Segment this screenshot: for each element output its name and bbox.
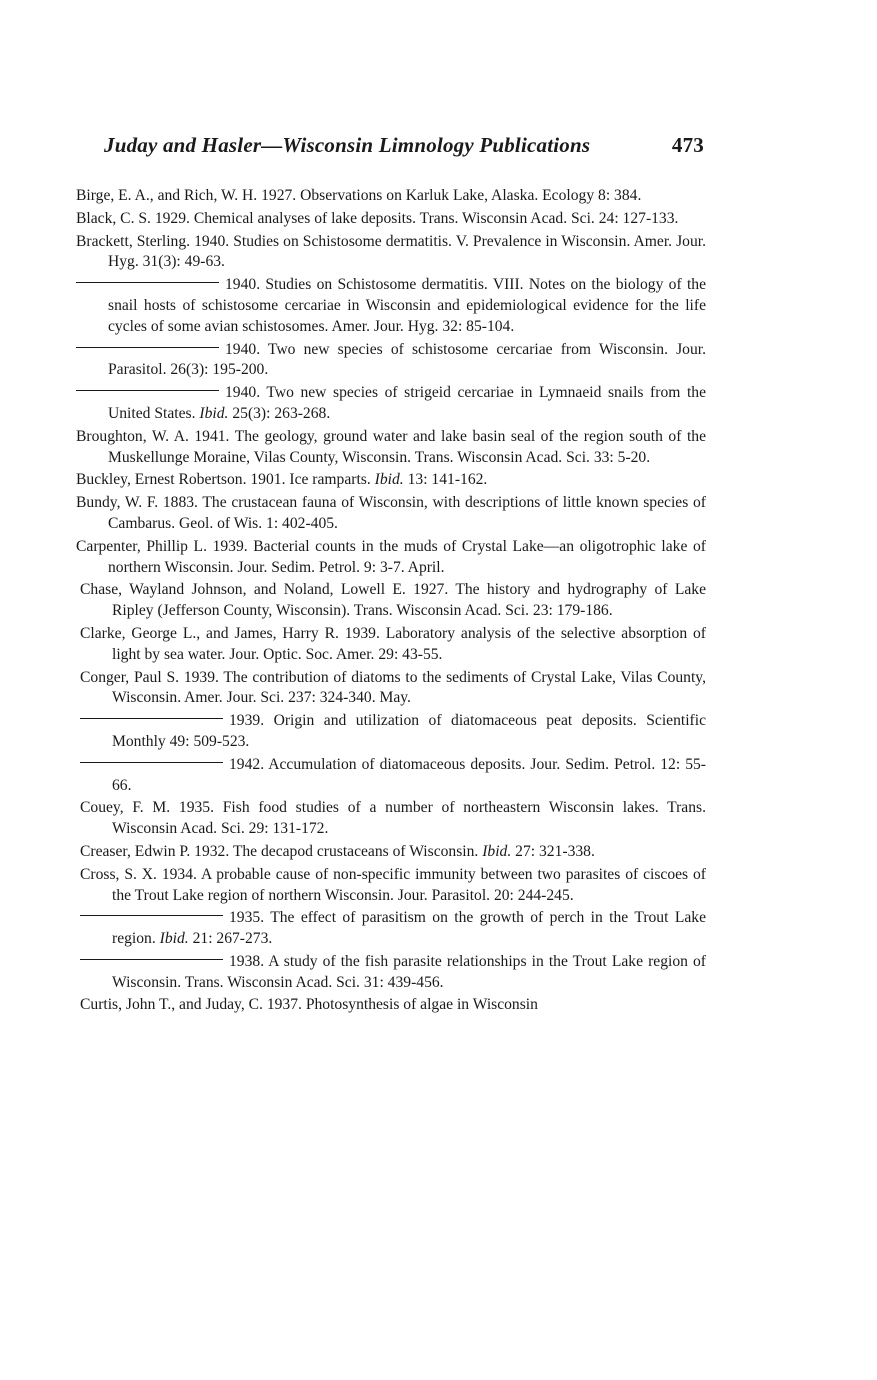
reference-entry bbox=[80, 755, 706, 797]
reference-entry bbox=[76, 493, 706, 535]
reference-entry bbox=[80, 798, 706, 840]
reference-entry bbox=[80, 842, 706, 863]
same-author-rule bbox=[80, 718, 223, 719]
same-author-rule bbox=[80, 915, 223, 916]
reference-ibid: Ibid. bbox=[482, 842, 512, 860]
reference-text: Creaser, Edwin P. 1932. The decapod crustaceans of Wisconsin. bbox=[80, 842, 479, 860]
reference-entry bbox=[80, 995, 706, 1016]
reference-text: Broughton, W. A. 1941. The geology, ground water and lake basin seal of the region south of the Muskellunge Moraine, Vilas County, Wisconsin. Trans. Wisconsin Acad. Sci. 33: 5-20. bbox=[76, 427, 706, 466]
reference-tail: 21: 267-273. bbox=[192, 930, 273, 948]
reference-text: 1940. Two new species of schistosome cercariae from Wisconsin. Jour. Parasitol. 26(3): 195-200. bbox=[108, 340, 706, 379]
reference-text: 1939. Origin and utilization of diatomaceous peat deposits. Scientific Monthly 49: 509-523. bbox=[112, 712, 706, 750]
reference-text: 1938. A study of the fish parasite relationships in the Trout Lake region of Wisconsin. Trans. Wisconsin Acad. Sci. 31: 439-456. bbox=[112, 952, 706, 991]
reference-text: Black, C. S. 1929. Chemical analyses of lake deposits. Trans. Wisconsin Acad. Sci. 24: 127-133. bbox=[76, 209, 679, 227]
reference-entry bbox=[80, 711, 706, 753]
reference-text: Curtis, John T., and Juday, C. 1937. Photosynthesis of algae in Wisconsin bbox=[80, 996, 538, 1014]
reference-text: Bundy, W. F. 1883. The crustacean fauna of Wisconsin, with descriptions of little known species of Cambarus. Geol. of Wis. 1: 402-405. bbox=[76, 494, 706, 532]
running-title: Juday and Hasler—Wisconsin Limnology Publications bbox=[104, 133, 591, 157]
reference-entry bbox=[80, 624, 706, 666]
reference-entry bbox=[76, 537, 706, 579]
reference-text: Carpenter, Phillip L. 1939. Bacterial counts in the muds of Crystal Lake—an oligotrophic lake of northern Wisconsin. Jour. Sedim. Petrol. 9: 3-7. April. bbox=[76, 537, 706, 576]
running-header bbox=[104, 133, 704, 158]
reference-entry bbox=[80, 668, 706, 710]
reference-entry bbox=[76, 209, 706, 230]
reference-tail: 25(3): 263-268. bbox=[232, 404, 331, 422]
reference-text: Brackett, Sterling. 1940. Studies on Schistosome dermatitis. V. Prevalence in Wisconsin. Amer. Jour. Hyg. 31(3): 49-63. bbox=[76, 232, 706, 271]
reference-text: Conger, Paul S. 1939. The contribution of diatoms to the sediments of Crystal Lake, Vilas County, Wisconsin. Amer. Jour. Sci. 237: 324-340. May. bbox=[80, 668, 706, 707]
reference-tail: 27: 321-338. bbox=[515, 842, 595, 860]
same-author-rule bbox=[76, 282, 219, 283]
reference-ibid: Ibid. bbox=[159, 930, 189, 948]
reference-text: 1935. The effect of parasitism on the growth of perch in the Trout Lake region. bbox=[112, 909, 706, 948]
reference-text: Couey, F. M. 1935. Fish food studies of a number of northeastern Wisconsin lakes. Trans. Wisconsin Acad. Sci. 29: 131-172. bbox=[80, 799, 706, 838]
reference-entry bbox=[80, 580, 706, 622]
reference-text: 1940. Studies on Schistosome dermatitis. VIII. Notes on the biology of the snail hosts of schistosome cercariae in Wisconsin and epidemiological evidence for the life cycles of some avian schistosomes. Amer. Jour. Hyg. 32: 85-104. bbox=[108, 276, 706, 335]
reference-entry bbox=[76, 383, 706, 425]
reference-entry bbox=[76, 186, 706, 207]
reference-list bbox=[76, 186, 706, 1018]
reference-ibid: Ibid. bbox=[199, 404, 229, 422]
reference-entry bbox=[80, 865, 706, 907]
reference-text: Clarke, George L., and James, Harry R. 1939. Laboratory analysis of the selective absorption of light by sea water. Jour. Optic. Soc. Amer. 29: 43-55. bbox=[80, 624, 706, 663]
reference-entry bbox=[80, 908, 706, 950]
reference-tail: 13: 141-162. bbox=[407, 471, 488, 489]
reference-text: Birge, E. A., and Rich, W. H. 1927. Observations on Karluk Lake, Alaska. Ecology 8: 384. bbox=[76, 187, 642, 204]
same-author-rule bbox=[76, 390, 219, 391]
reference-text: Chase, Wayland Johnson, and Noland, Lowell E. 1927. The history and hydrography of Lake Ripley (Jefferson County, Wisconsin). Trans. Wisconsin Acad. Sci. 23: 179-186. bbox=[80, 581, 706, 620]
reference-entry bbox=[76, 427, 706, 469]
reference-entry bbox=[76, 470, 706, 491]
reference-entry bbox=[76, 275, 706, 337]
reference-ibid: Ibid. bbox=[374, 471, 404, 489]
same-author-rule bbox=[80, 959, 223, 960]
reference-text: Buckley, Ernest Robertson. 1901. Ice ramparts. bbox=[76, 471, 371, 489]
reference-text: 1942. Accumulation of diatomaceous deposits. Jour. Sedim. Petrol. 12: 55-66. bbox=[112, 755, 706, 794]
reference-entry bbox=[76, 232, 706, 274]
reference-text: Cross, S. X. 1934. A probable cause of non-specific immunity between two parasites of ciscoes of the Trout Lake region of northern Wisconsin. Jour. Parasitol. 20: 244-245. bbox=[80, 865, 706, 904]
reference-entry bbox=[76, 340, 706, 382]
same-author-rule bbox=[76, 347, 219, 348]
page-number: 473 bbox=[671, 133, 704, 157]
reference-entry bbox=[80, 952, 706, 994]
same-author-rule bbox=[80, 762, 223, 763]
reference-text: 1940. Two new species of strigeid cercariae in Lymnaeid snails from the United States. bbox=[108, 384, 706, 422]
